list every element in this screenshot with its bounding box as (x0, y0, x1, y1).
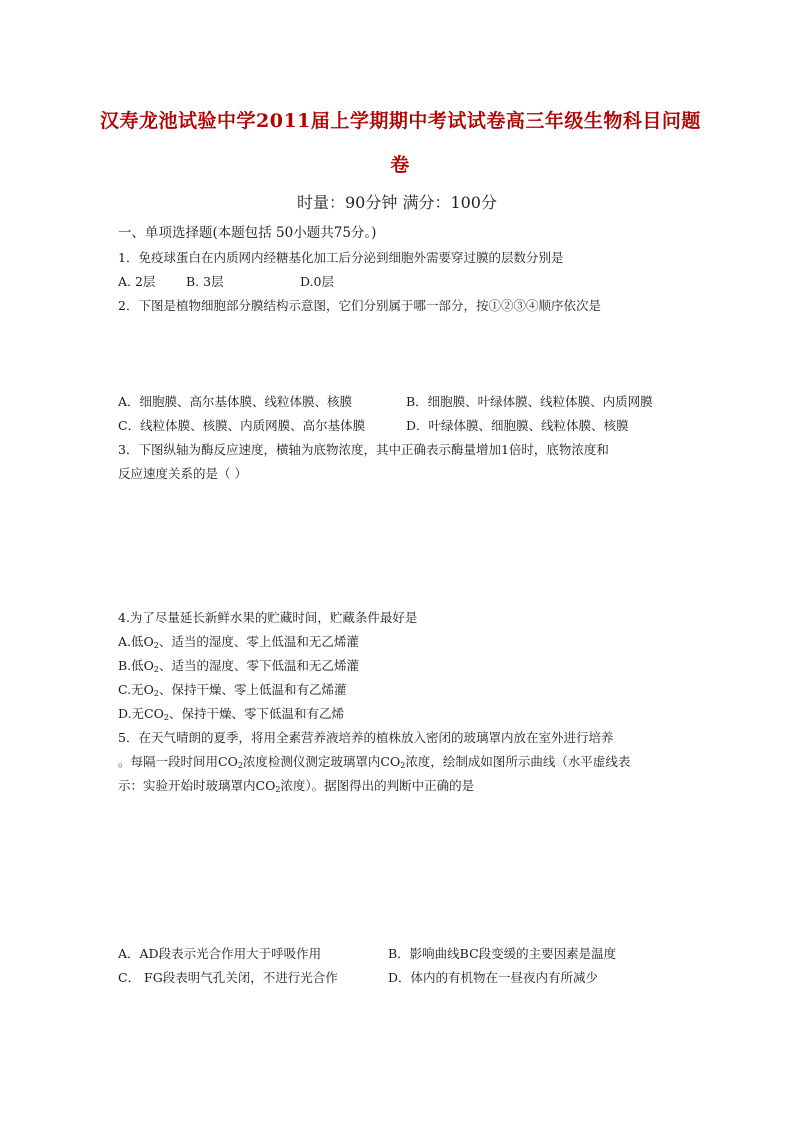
q4-option-c: C.无$O_2$、保持干燥、零上低温和有乙烯灌 (118, 682, 347, 698)
q4-option-a: A.低$O_2$、适当的湿度、零上低温和无乙烯灌 (118, 634, 359, 650)
q5-stem-line2: 。每隔一段时间用$CO_2$浓度检测仪测定玻璃罩内$CO_2$浓度，绘制成如图所示曲线（水平虚线表 (118, 754, 631, 770)
section-heading: 一、单项选择题(本题包括 50小题共75分。) (118, 225, 377, 241)
q5-option-d: D．体内的有机物在一昼夜内有所减少 (388, 970, 599, 985)
q2-option-c: C．线粒体膜、核膜、内质网膜、高尔基体膜 (118, 418, 366, 433)
q3-stem-line1: 3．下图纵轴为酶反应速度，横轴为底物浓度，其中正确表示酶量增加1倍时，底物浓度和 (118, 442, 609, 457)
q1-option-a: A. 2层 (118, 274, 156, 289)
q5-option-c: C． FG段表明气孔关闭，不进行光合作 (118, 970, 338, 985)
q5-stem-line1: 5．在天气晴朗的夏季，将用全素营养液培养的植株放入密闭的玻璃罩内放在室外进行培养 (118, 730, 614, 745)
q4-option-b: B.低$O_2$、适当的湿度、零下低温和无乙烯灌 (118, 658, 360, 674)
q2-option-a: A．细胞膜、高尔基体膜、线粒体膜、核膜 (118, 394, 353, 409)
q5-option-a: A．AD段表示光合作用大于呼吸作用 (118, 946, 322, 961)
q1-option-d: D.0层 (300, 274, 335, 289)
q2-stem: 2．下图是植物细胞部分膜结构示意图，它们分别属于哪一部分，按①②③④顺序依次是 (118, 298, 601, 313)
q1-option-b: B. 3层 (186, 274, 224, 289)
time-score-line: 时量：90分钟 满分：100分 (297, 193, 497, 212)
q2-option-d: D．叶绿体膜、细胞膜、线粒体膜、核膜 (406, 418, 629, 433)
exam-title-line1: 汉寿龙池试验中学2011届上学期期中考试试卷高三年级生物科目问题 (100, 110, 701, 132)
q5-option-b: B．影响曲线BC段变缓的主要因素是温度 (388, 946, 617, 961)
q1-stem: 1．免疫球蛋白在内质网内经糖基化加工后分泌到细胞外需要穿过膜的层数分别是 (118, 250, 564, 265)
q4-option-d: D.无$CO_2$、保持干燥、零下低温和有乙烯 (118, 706, 344, 722)
q3-stem-line2: 反应速度关系的是（ ） (118, 466, 247, 481)
q5-stem-line3: 示：实验开始时玻璃罩内$CO_2$浓度）。据图得出的判断中正确的是 (118, 778, 475, 794)
exam-title-line2: 卷 (390, 154, 410, 176)
q2-option-b: B．细胞膜、叶绿体膜、线粒体膜、内质网膜 (406, 394, 653, 409)
q4-stem: 4.为了尽量延长新鲜水果的贮藏时间，贮藏条件最好是 (118, 610, 418, 625)
